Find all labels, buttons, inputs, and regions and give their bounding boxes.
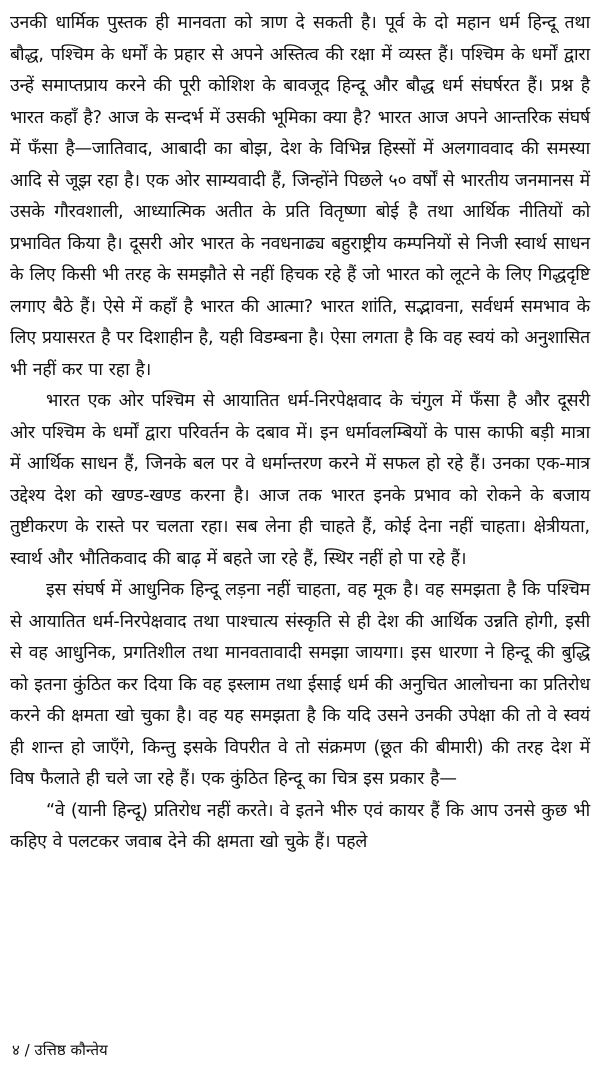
paragraph-1: उनकी धार्मिक पुस्तक ही मानवता को त्राण दे सकती है। पूर्व के दो महान धर्म हिन्दू तथा बौद्ध, पश्चिम के धर्मों के प्रहार से अपने अस्तित्व की रक्षा में व्यस्त हैं। पश्चिम के धर्मों द्वारा उन्हें समाप्तप्राय करने की पूरी कोशिश के बावजूद हिन्दू और बौद्ध धर्म संघर्षरत हैं। प्रश्न है भारत कहाँ है? आज के सन्दर्भ में उसकी भूमिका क्या है? भारत आज अपने आन्तरिक संघर्ष में फँसा है—जातिवाद, आबादी का बोझ, देश के विभिन्न हिस्सों में अलगाववाद की समस्या आदि से जूझ रहा है। एक ओर साम्यवादी हैं, जिन्होंने पिछले ५० वर्षों से भारतीय जनमानस में उसके गौरवशाली, आध्यात्मिक अतीत के प्रति वितृष्णा बोई है तथा आर्थिक नीतियों को प्रभावित किया है। दूसरी ओर भारत के नवधनाढ्य बहुराष्ट्रीय कम्पनियों से निजी स्वार्थ साधन के लिए किसी भी तरह के समझौते से नहीं हिचक रहे हैं जो भारत को लूटने के लिए गिद्धदृष्टि लगाए बैठे हैं। ऐसे में कहाँ है भारत की आत्मा? भारत शांति, सद्भावना, सर्वधर्म समभाव के लिए प्रयासरत है पर दिशाहीन है, यही विडम्बना है। ऐसा लगता है कि वह स्वयं को अनुशासित भी नहीं कर पा रहा है। xyxy=(10,13,590,380)
paragraph-2: भारत एक ओर पश्चिम से आयातित धर्म-निरपेक्षवाद के चंगुल में फँसा है और दूसरी ओर पश्चिम के धर्मों द्वारा परिवर्तन के दबाव में। इन धर्मावलम्बियों के पास काफी बड़ी मात्रा में आर्थिक साधन हैं, जिनके बल पर वे धर्मान्तरण करने में सफल हो रहे हैं। उनका एक-मात्र उद्देश्य देश को खण्ड-खण्ड करना है। आज तक भारत इनके प्रभाव को रोकने के बजाय तुष्टीकरण के रास्ते पर चलता रहा। सब लेना ही चाहते हैं, कोई देना नहीं चाहता। क्षेत्रीयता, स्वार्थ और भौतिकवाद की बाढ़ में बहते जा रहे हैं, स्थिर नहीं हो पा रहे हैं। xyxy=(10,391,590,569)
paragraph-3: इस संघर्ष में आधुनिक हिन्दू लड़ना नहीं चाहता, वह मूक है। वह समझता है कि पश्चिम से आयातित धर्म-निरपेक्षवाद तथा पाश्चात्य संस्कृति से ही देश की आर्थिक उन्नति होगी, इसी से वह आधुनिक, प्रगतिशील तथा मानवतावादी समझा जायगा। इस धारणा ने हिन्दू की बुद्धि को इतना कुंठित कर दिया कि वह इस्लाम तथा ईसाई धर्म की अनुचित आलोचना का प्रतिरोध करने की क्षमता खो चुका है। वह यह समझता है कि यदि उसने उनकी उपेक्षा की तो वे स्वयं ही शान्त हो जाएँगे, किन्तु इसके विपरीत वे तो संक्रमण (छूत की बीमारी) की तरह देश में विष फैलाते ही चले जा रहे हैं। एक कुंठित हिन्दू का चित्र इस प्रकार है— xyxy=(10,580,590,789)
paragraph-4-quote: “वे (यानी हिन्दू) प्रतिरोध नहीं करते। वे इतने भीरु एवं कायर हैं कि आप उनसे कुछ भी कहिए वे पलटकर जवाब देने की क्षमता खो चुके हैं। पहले xyxy=(10,800,590,852)
page-footer: ४ / उत्तिष्ठ कौन्तेय xyxy=(12,1041,108,1059)
